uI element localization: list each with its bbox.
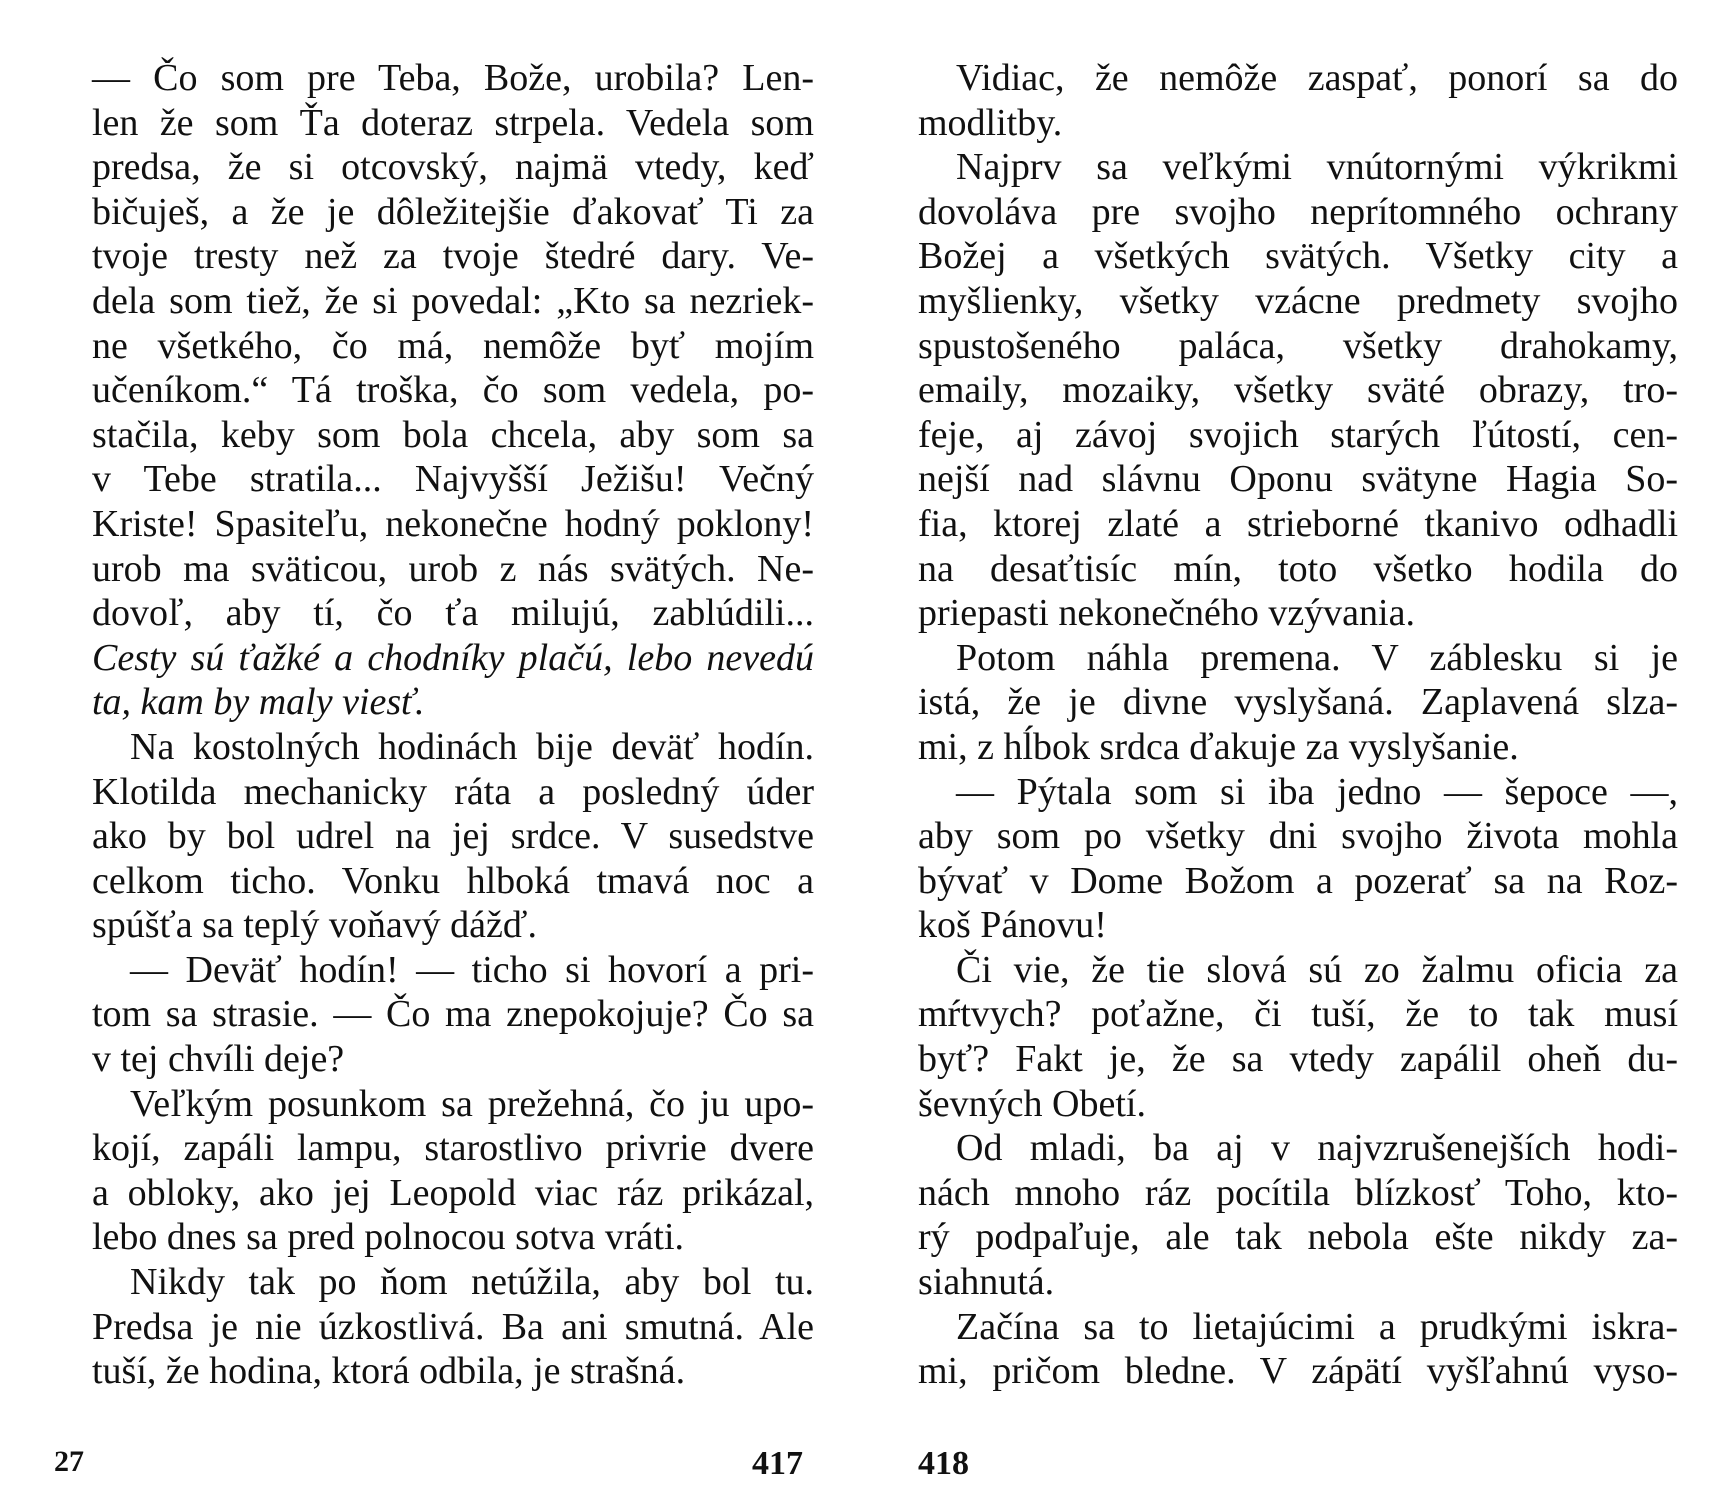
text-line: Kriste! Spasiteľu, nekonečne hodný poklony! [92, 502, 814, 545]
text-line: — Pýtala som si iba jedno — šepoce —, [956, 770, 1678, 813]
text-line: učeníkom.“ Tá troška, čo som vedela, po- [92, 369, 814, 412]
text-line: Začína sa to lietajúcimi a prudkými iskra- [956, 1305, 1678, 1348]
text-line: v Tebe stratila... Najvyšší Ježišu! Večný [92, 458, 814, 501]
text-line: aby som po všetky dni svojho života mohla [918, 815, 1678, 858]
text-line: dovoľ, aby tí, čo ťa milujú, zablúdili... [92, 592, 814, 635]
text-line: kojí, zapáli lampu, starostlivo privrie dvere [92, 1127, 814, 1170]
text-line: bývať v Dome Božom a pozerať sa na Roz- [918, 859, 1678, 902]
text-line: myšlienky, všetky vzácne predmety svojho [918, 279, 1678, 322]
text-line: len že som Ťa doteraz strpela. Vedela som [92, 101, 814, 144]
text-line: a obloky, ako jej Leopold viac ráz prikázal, [92, 1171, 814, 1214]
text-line: nejší nad slávnu Oponu svätyne Hagia So- [918, 458, 1678, 501]
text-line: — Deväť hodín! — ticho si hovorí a pri- [130, 948, 814, 991]
text-line: modlitby. [918, 101, 1063, 144]
page-number-left: 417 [752, 1445, 803, 1482]
text-line: emaily, mozaiky, všetky sväté obrazy, tro- [918, 369, 1678, 412]
text-line: mŕtvych? poťažne, či tuší, že to tak musí [918, 993, 1678, 1036]
text-line: urob ma sväticou, urob z nás svätých. Ne- [92, 547, 814, 590]
text-line: nách mnoho ráz pocítila blízkosť Toho, kto- [918, 1171, 1678, 1214]
text-line: ševných Obetí. [918, 1082, 1146, 1125]
text-line: Vidiac, že nemôže zaspať, ponorí sa do [956, 57, 1678, 99]
text-line: fia, ktorej zlaté a strieborné tkanivo odhadli [918, 502, 1678, 545]
text-line: na desaťtisíc mín, toto všetko hodila do [918, 547, 1678, 590]
text-line: Či vie, že tie slová sú zo žalmu oficia za [956, 948, 1678, 991]
signature-mark: 27 [54, 1445, 84, 1478]
text-line: Klotilda mechanicky ráta a posledný úder [92, 770, 814, 813]
text-line: istá, že je divne vyslyšaná. Zaplavená slza- [918, 681, 1678, 724]
text-line: Predsa je nie úzkostlivá. Ba ani smutná. Ale [92, 1305, 814, 1348]
italic-text-line: Cesty sú ťažké a chodníky plačú, lebo nevedú [92, 636, 814, 679]
text-line: predsa, že si otcovský, najmä vtedy, keď [92, 146, 814, 189]
text-line: dela som tiež, že si povedal: „Kto sa nezriek- [92, 279, 814, 322]
text-line: stačila, keby som bola chcela, aby som sa [92, 413, 814, 456]
text-line: tvoje tresty než za tvoje štedré dary. Ve- [92, 235, 814, 278]
text-line: Veľkým posunkom sa prežehná, čo ju upo- [130, 1082, 814, 1125]
right-page [918, 56, 1678, 1394]
text-line: Najprv sa veľkými vnútornými výkrikmi [956, 146, 1678, 189]
text-line: bičuješ, a že je dôležitejšie ďakovať Ti za [92, 190, 814, 233]
text-line: spúšťa sa teplý voňavý dážď. [92, 904, 537, 947]
text-line: priepasti nekonečného vzývania. [918, 592, 1415, 635]
text-line: — Čo som pre Teba, Bože, urobila? Len- [92, 57, 814, 99]
text-line: mi, pričom bledne. V zápätí vyšľahnú vyso- [918, 1350, 1678, 1393]
paragraph [54, 56, 814, 1394]
text-line: koš Pánovu! [918, 904, 1107, 947]
text-line: ne všetkého, čo má, nemôže byť mojím [92, 324, 814, 367]
italic-text-line: ta, kam by maly viesť. [92, 681, 425, 724]
text-line: v tej chvíli deje? [92, 1038, 345, 1081]
paragraph [918, 56, 1678, 1394]
text-line: Na kostolných hodinách bije deväť hodín. [130, 725, 814, 768]
text-line: byť? Fakt je, že sa vtedy zapálil oheň du- [918, 1038, 1678, 1081]
text-line: feje, aj závoj svojich starých ľútostí, cen- [918, 413, 1678, 456]
left-page [54, 56, 814, 1394]
text-line: lebo dnes sa pred polnocou sotva vráti. [92, 1216, 685, 1259]
text-line: tuší, že hodina, ktorá odbila, je strašná. [92, 1350, 686, 1393]
text-line: tom sa strasie. — Čo ma znepokojuje? Čo sa [92, 993, 814, 1036]
text-line: Nikdy tak po ňom netúžila, aby bol tu. [130, 1261, 814, 1304]
text-line: siahnutá. [918, 1261, 1055, 1304]
text-line: Potom náhla premena. V záblesku si je [956, 636, 1678, 679]
text-line: celkom ticho. Vonku hlboká tmavá noc a [92, 859, 814, 902]
text-line: mi, z hĺbok srdca ďakuje za vyslyšanie. [918, 725, 1519, 768]
text-line: spustošeného paláca, všetky drahokamy, [918, 324, 1678, 367]
text-line: dovoláva pre svojho neprítomného ochrany [918, 190, 1678, 233]
text-line: rý podpaľuje, ale tak nebola ešte nikdy za- [918, 1216, 1678, 1259]
page-number-right: 418 [918, 1445, 969, 1482]
text-line: Od mladi, ba aj v najvzrušenejších hodi- [956, 1127, 1678, 1170]
text-line: ako by bol udrel na jej srdce. V susedstve [92, 815, 814, 858]
text-line: Božej a všetkých svätých. Všetky city a [918, 235, 1678, 278]
